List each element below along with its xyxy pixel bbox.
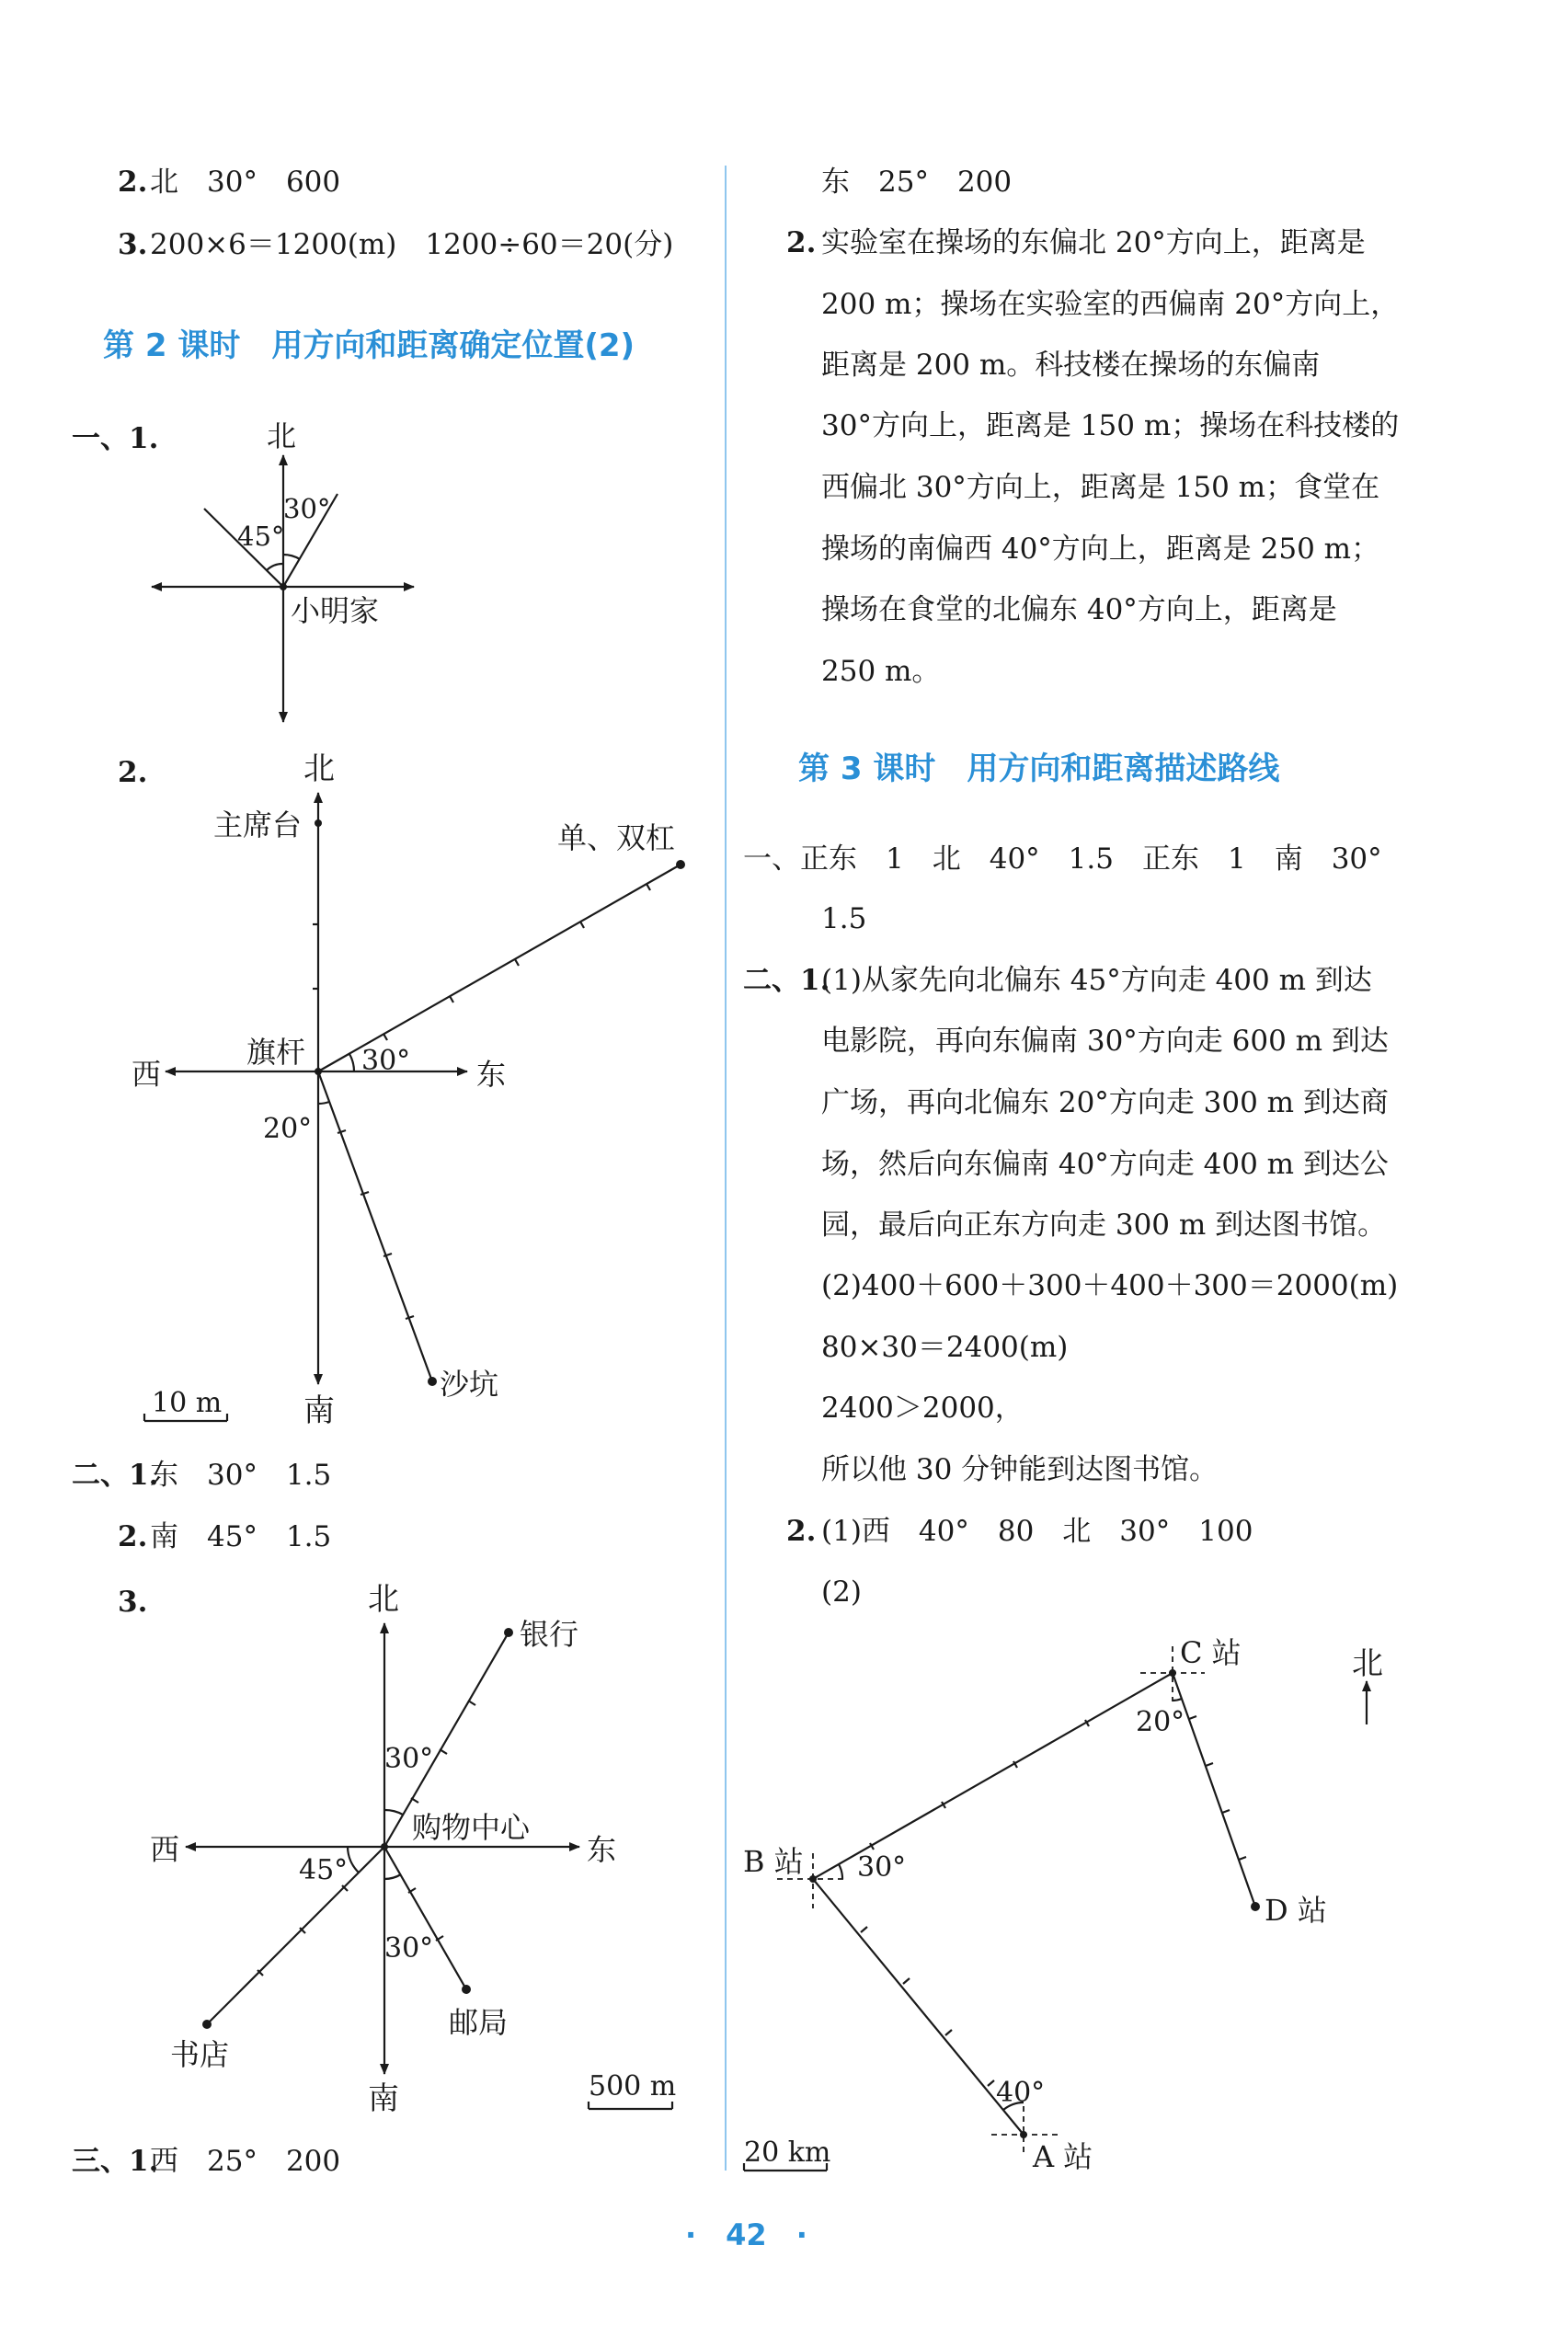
answer-number: 2.	[118, 1520, 148, 1553]
answer-text: 园，最后向正东方向走 300 m 到达图书馆。	[821, 1209, 1387, 1242]
point-label: 银行	[520, 1617, 579, 1652]
answer-text: 1.5	[821, 902, 867, 935]
angle-label: 45°	[299, 1854, 349, 1886]
station-dot	[1169, 1669, 1176, 1677]
answer-number: 一、1.	[72, 422, 159, 455]
station-label: A 站	[1033, 2139, 1093, 2174]
point-label: 书店	[170, 2037, 230, 2072]
angle-label: 30°	[361, 1045, 411, 1077]
angle-label: 20°	[1136, 1706, 1185, 1738]
answer-text: 操场在食堂的北偏东 40°方向上，距离是	[821, 593, 1337, 626]
station-label: C 站	[1180, 1635, 1242, 1670]
angle-label: 30°	[283, 493, 331, 524]
south-label: 南	[368, 2080, 399, 2117]
answer-text: 西偏北 30°方向上，距离是 150 m；食堂在	[821, 471, 1380, 504]
answer-number: 3.	[118, 1586, 148, 1619]
angle-label: 30°	[384, 1932, 434, 1965]
answer-number: 3.	[118, 228, 148, 261]
east-label: 东	[476, 1057, 507, 1092]
answer-text: 200×6＝1200(m) 1200÷60＝20(分)	[150, 228, 674, 261]
station-dot	[809, 1875, 817, 1883]
north-label: 北	[1352, 1645, 1383, 1682]
answer-text: 东 25° 200	[821, 166, 1013, 199]
scale-label: 20 km	[744, 2137, 831, 2169]
answer-text: 80×30＝2400(m)	[821, 1331, 1069, 1364]
answer-text: 距离是 200 m。科技楼在操场的东偏南	[821, 349, 1321, 382]
station-label: D 站	[1265, 1893, 1327, 1928]
lesson-heading: 第 3 课时 用方向和距离描述路线	[798, 750, 1280, 787]
center-label: 小明家	[291, 593, 380, 628]
scale-label: 10 m	[152, 1387, 223, 1419]
answer-text: (1)西 40° 80 北 30° 100	[821, 1515, 1253, 1548]
center-label: 购物中心	[412, 1810, 531, 1845]
station-dot	[1020, 2131, 1027, 2138]
answer-text: 200 m；操场在实验室的西偏南 20°方向上，	[821, 288, 1400, 321]
angle-label: 45°	[237, 521, 285, 552]
answer-text: 西 25° 200	[150, 2145, 341, 2178]
point-label: 主席台	[213, 808, 303, 842]
answer-text: 东 30° 1.5	[150, 1459, 332, 1492]
station-label: B 站	[743, 1844, 804, 1879]
scale-label: 500 m	[589, 2070, 677, 2102]
answer-number: 2.	[118, 166, 148, 199]
station-dot	[1251, 1902, 1260, 1911]
lesson-heading: 第 2 课时 用方向和距离确定位置(2)	[103, 327, 635, 364]
point-label: 单、双杠	[557, 820, 676, 855]
answer-text: 北 30° 600	[150, 166, 341, 199]
answer-text: 一、正东 1 北 40° 1.5 正东 1 南 30°	[743, 842, 1382, 876]
angle-label: 20°	[263, 1113, 313, 1145]
center-label: 旗杆	[246, 1035, 306, 1070]
point-label: 邮局	[449, 2005, 509, 2040]
north-label: 北	[303, 750, 335, 787]
answer-text: 南 45° 1.5	[150, 1520, 332, 1553]
answer-text: 操场的南偏西 40°方向上，距离是 250 m；	[821, 533, 1380, 566]
angle-label: 30°	[857, 1851, 907, 1884]
answer-number: 2.	[786, 226, 817, 259]
answer-text: 实验室在操场的东偏北 20°方向上，距离是	[821, 226, 1366, 259]
west-label: 西	[150, 1832, 180, 1867]
answer-text: (2)	[821, 1575, 862, 1609]
answer-number: 2.	[786, 1515, 817, 1548]
answer-text: 场，然后向东偏南 40°方向走 400 m 到达公	[821, 1148, 1389, 1181]
west-label: 西	[132, 1057, 162, 1092]
answer-text: 2400＞2000，	[821, 1392, 1024, 1425]
answer-text: 广场，再向北偏东 20°方向走 300 m 到达商	[821, 1086, 1389, 1119]
answer-text: 电影院，再向东偏南 30°方向走 600 m 到达	[821, 1025, 1389, 1058]
angle-label: 40°	[996, 2077, 1046, 2109]
answer-number: 二、1.	[72, 1459, 159, 1492]
answer-text: (1)从家先向北偏东 45°方向走 400 m 到达	[821, 964, 1372, 997]
angle-label: 30°	[384, 1743, 434, 1775]
answer-text: 所以他 30 分钟能到达图书馆。	[821, 1453, 1219, 1486]
page-number: · 42 ·	[685, 2217, 807, 2252]
answer-text: (2)400＋600＋300＋400＋300＝2000(m)	[821, 1269, 1399, 1302]
answer-number: 2.	[118, 756, 148, 789]
answer-number: 二、1.	[743, 964, 830, 997]
answer-text: 250 m。	[821, 655, 941, 688]
north-label: 北	[368, 1581, 399, 1618]
answer-number: 三、1.	[72, 2145, 159, 2178]
east-label: 东	[587, 1832, 617, 1867]
answer-text: 30°方向上，距离是 150 m；操场在科技楼的	[821, 409, 1400, 442]
north-label: 北	[267, 418, 297, 453]
point-label: 沙坑	[440, 1367, 499, 1402]
south-label: 南	[303, 1392, 335, 1429]
